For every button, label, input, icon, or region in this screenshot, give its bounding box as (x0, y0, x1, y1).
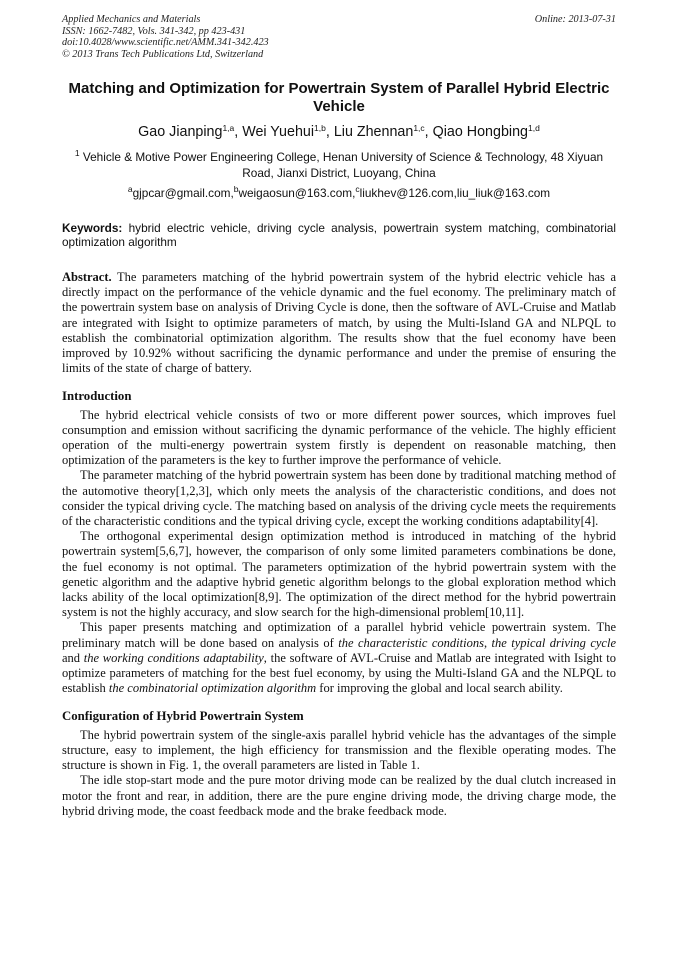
author: Gao Jianping$^{1,a}$, (138, 123, 243, 140)
section-heading-configuration: Configuration of Hybrid Powertrain System (62, 709, 304, 724)
paragraph: The hybrid electrical vehicle consists of two or more different power sources, which improves fuel consumption and emission without sacrificing the dynamic performance of the vehicle. The highly efficient operation of the multi-energy powertrain system firstly is dependent on reasonable matching, then optimization of the parameters is the key to further improve the performance of vehicle. (62, 407, 616, 468)
abstract (62, 270, 616, 376)
online-date: Online: 2013-07-31 (534, 14, 616, 25)
keywords (62, 221, 616, 249)
paragraph: The orthogonal experimental design optimization method is introduced in matching of the hybrid powertrain system[5,6,7], however, the comparison of only some limited parameters combinations be done, the fuel economy is not optimal. The parameters optimization of the hybrid powertrain system with the genetic algorithm and the adaptive hybrid genetic algorithm belongs to the global exploration method which lacks ability of the local optimization[8,9]. The optimization of the direct method for the hybrid powertrain system is not the highly accuracy, and slow search for the high-dimensional problem[10,11]. (62, 529, 616, 620)
author: Liu Zhennan$^{1,c}$, (333, 123, 433, 140)
author-list (62, 123, 616, 141)
copyright-line: © 2013 Trans Tech Publications Ltd, Switzerland (62, 48, 264, 60)
email: weigaosun@163.com, (238, 186, 356, 200)
paragraph: The parameter matching of the hybrid powertrain system has been done by traditional matching method of the automotive theory[1,2,3], which only meets the analysis of the characteristic conditions, and does not consider the typical driving cycle. The matching based on analysis of the driving cycle meets the requirements of the characteristic conditions and the typical driving cycle, except the working conditions adaptability[4]. (62, 468, 616, 529)
paragraph: The idle stop-start mode and the pure motor driving mode can be realized by the dual clutch increased in motor the front and rear, in addition, there are the pure engine driving mode, the driving charge mode, the hybrid driving mode, the coast feedback mode and the brake feedback mode. (62, 773, 616, 818)
paper-body (62, 270, 616, 819)
email: liukhev@126.com,liu_liuk@163.com (359, 186, 551, 200)
keywords-text: hybrid electric vehicle, driving cycle analysis, powertrain system matching, combinatorial optimization algorithm (62, 221, 616, 250)
issn-line: ISSN: 1662-7482, Vols. 341-342, pp 423-431 (62, 25, 246, 37)
journal-header (62, 14, 616, 60)
abstract-label: Abstract. (62, 270, 112, 284)
journal-name: Applied Mechanics and Materials (62, 14, 201, 25)
email: gjpcar@gmail.com, (132, 186, 234, 200)
author: Wei Yuehui$^{1,b}$, (242, 123, 334, 140)
keywords-label: Keywords: (62, 221, 123, 235)
doi-line: doi:10.4028/www.scientific.net/AMM.341-342.423 (62, 37, 269, 49)
paragraph: This paper presents matching and optimization of a parallel hybrid vehicle powertrain system. The preliminary match will be done based on analysis of the characteristic conditions, the typical driving cycle and the working conditions adaptability, the software of AVL-Cruise and Matlab are integrated with Isight to optimize parameters of matching for the best fuel economy, by using the Multi-Island GA and the NLPQL to establish the combinatorial optimization algorithm for improving the global and local search ability. (62, 620, 617, 696)
email-list: $^a$gjpcar@gmail.com,$^b$weigaosun@163.com,$^c$liukhev@126.com,liu_liuk@163.com (127, 184, 551, 200)
paper-title: Matching and Optimization for Powertrain System of Parallel Hybrid Electric Vehicle (68, 80, 610, 115)
abstract-text: The parameters matching of the hybrid powertrain system of the hybrid electric vehicle has a directly impact on the performance of the vehicle dynamic and the fuel economy. The preliminary match of the powertrain system base on analysis of Driving Cycle is done, then the software of AVL-Cruise and Matlab are integrated with Isight to optimize parameters of match, by using the Multi-Island GA and NLPQL to establish the combinatorial optimization algorithm. The results show that the fuel economy have been improved by 10.92% without sacrificing the dynamic performance and under the premise of ensuring the limits of the state of charge of battery. (62, 270, 616, 376)
section-heading-introduction: Introduction (62, 389, 132, 404)
paragraph: The hybrid powertrain system of the single-axis parallel hybrid vehicle has the advantages of the simple structure, easy to implement, the high efficiency for transmission and the flexible operating modes. The structure is shown in Fig. 1, the overall parameters are listed in Table 1. (62, 727, 616, 773)
author: Qiao Hongbing$^{1,d}$ (432, 123, 540, 140)
affiliation: $^1$ Vehicle & Motive Power Engineering College, Henan University of Science & Technology, 48 Xiyuan Road, Jianxi District, Luoyang, China (74, 148, 604, 180)
